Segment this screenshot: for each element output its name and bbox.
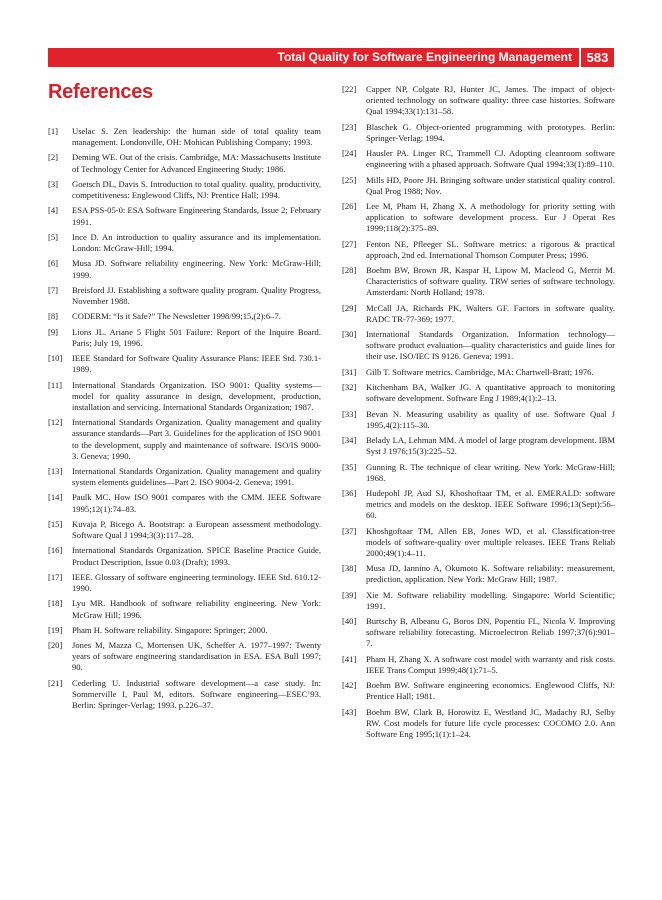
reference-number: [38] [342,563,357,574]
reference-item [342,654,615,676]
reference-text: Boehm BW, Brown JR, Kaspar H, Lipow M, Macleod G, Merrit M. Characteristics of software quality. TRW series of software technology. Amsterdam: North Holland; 1978. [366,265,615,298]
reference-number: [43] [342,706,357,717]
reference-text: Kuvaja P, Bicego A. Bootstrap: a European assessment methodology. Software Qual J 1994;3(3):117–28. [72,518,321,541]
reference-number: [19] [48,624,63,635]
reference-item [342,435,615,457]
reference-item [342,84,615,117]
reference-item [48,205,321,227]
reference-item [342,303,615,325]
reference-number: [13] [48,466,63,476]
reference-list-right [342,84,615,744]
section-title: References [48,81,153,103]
reference-item [48,126,321,148]
reference-item [48,466,321,488]
reference-number: [9] [48,326,59,337]
reference-item [342,563,615,585]
reference-text: Pham H, Zhang X. A software cost model with warranty and risk costs. IEEE Trans Comput 1999;48(1):71–5. [366,653,615,675]
reference-item [48,285,321,307]
reference-number: [18] [48,598,63,609]
reference-item [48,640,321,673]
reference-number: [31] [342,366,357,377]
reference-text: Breisford JJ. Establishing a software quality program. Quality Progress, November 1988. [72,284,321,306]
reference-item [342,526,615,559]
reference-item [342,367,615,378]
reference-number: [10] [48,353,63,364]
reference-number: [35] [342,461,357,472]
running-header [48,48,614,67]
reference-item [342,707,615,740]
reference-number: [25] [342,174,357,185]
reference-text: Gilb T. Software metrics. Cambridge, MA: Chartwell-Bratt; 1976. [366,366,594,377]
reference-item [342,462,615,484]
reference-text: Goetsch DL, Davis S. Introduction to total quality. quality, productivity, competitiveness: Englewood Cliffs, NJ: Prentice Hall; 1994. [72,178,321,201]
reference-item [48,380,321,413]
reference-number: [16] [48,545,63,556]
reference-number: [11] [48,379,62,390]
reference-item [342,122,615,144]
reference-text: Pham H. Software reliability. Singapore: Springer; 2000. [72,624,268,635]
reference-text: Khoshgoftaar TM, Allen EB, Jones WD, et al. Classification-tree models of software-quality over multiple releases. IEEE Trans Reliab 2000;49(1):4–11. [366,525,615,558]
reference-item [48,598,321,620]
reference-number: [1] [48,126,59,136]
reference-text: Musa JD, Iannino A, Okumoto K. Software reliability: measurement, prediction, application. New York: McGraw Hill; 1987. [366,563,615,585]
reference-item [342,201,615,234]
reference-number: [32] [342,382,357,393]
reference-text: Gunning R. The technique of clear writing. New York: McGraw-Hill; 1968. [366,461,615,483]
reference-text: CODERM: “Is it Safe?” The Newsletter 1998/99;15,(2):6–7. [72,311,281,322]
reference-text: Hausler PA. Linger RC, Trammell CJ. Adopting cleanroom software engineering with a phased approach. Software Qual 1994;33(1):89–110. [366,148,615,170]
reference-item [48,327,321,349]
reference-text: Bevan N. Measuring usability as quality of use. Software Qual J 1995,4(2):115–30. [366,408,615,430]
reference-item [48,625,321,636]
reference-number: [42] [342,680,357,691]
reference-item [342,680,615,702]
reference-number: [39] [342,589,357,600]
reference-item [48,353,321,375]
reference-text: Deming WE. Out of the crisis. Cambridge, MA: Massachusetts Institute of Technology Center for Advanced Engineering Study; 1986. [72,152,321,174]
reference-number: [3] [48,178,59,189]
reference-text: Lee M, Pham H, Zhang X. A methodology for priority setting with application to software development process. Eur J Operat Res 1999;118(2):375–89. [366,201,615,234]
reference-list-left [48,126,321,715]
reference-number: [12] [48,417,63,428]
reference-number: [24] [342,148,357,159]
reference-number: [34] [342,435,357,446]
reference-text: Jones M, Mazza C, Mortensen UK, Scheffer A. 1977–1997: Twenty years of software engineering standardisation in ESA. ESA Bull 1997; 90. [72,640,321,673]
reference-item [342,616,615,649]
reference-text: Burtschy B, Albeanu G, Boros DN, Popentiu FL, Nicola V. Improving software reliability forecasting. Microelectron Reliab 1997;37(6):901–7. [366,616,615,649]
reference-text: ESA PSS-05-0: ESA Software Engineering Standards, Issue 2; February 1991. [72,205,321,227]
reference-text: IEEE Standard for Software Quality Assurance Plans: IEEE Std. 730.1-1989. [72,353,321,375]
reference-text: Hudepohl JP, Aud SJ, Khoshoftaar TM, et al. EMERALD: software metrics and models on the desktop. IEEE Software 1996;13(Sept):56–60. [366,488,615,521]
reference-item [48,311,321,322]
reference-text: Kitchenham BA, Walker JG. A quantitative approach to monitoring software development. Software Eng J 1989;4(1):2–13. [366,382,615,404]
reference-item [342,239,615,261]
reference-number: [36] [342,488,357,499]
reference-item [342,148,615,170]
reference-text: McCall JA, Richards PK, Walters GF. Factors in software quality. RADC TR-77-369; 1977. [366,302,615,324]
running-header-title: Total Quality for Software Engineering Management [277,50,572,64]
reference-item [48,258,321,280]
reference-number: [2] [48,152,59,163]
reference-text: Cederling U. Industrial software development—a case study. In: Sommerville I, Paul M, editors. Software engineering—ESEC’93. Berlin: Springer-Verlag; 1993. p.226–37. [72,677,321,711]
reference-number: [30] [342,329,357,340]
reference-item [342,175,615,197]
reference-text: Capper NP, Colgate RJ, Hunter JC, James. The impact of object-oriented technology on software quality: three case histories. Software Qual 1994;33(1):131–58. [366,84,615,117]
reference-number: [22] [342,84,357,94]
reference-text: Mills HD, Poore JH. Bringing software under statistical quality control. Qual Prog 1988; Nov. [366,174,615,196]
reference-number: [6] [48,258,59,269]
reference-text: International Standards Organization. Quality management and quality assurance standards—Part 3. Guidelines for the application of ISO 9001 to the development, supply and maintenance of software. ISO/IS 9000-3. Geneva; 1990. [72,417,321,461]
reference-number: [37] [342,525,357,536]
reference-text: Boehm BW, Clark B, Horowitz E, Westland JC, Madachy RJ, Selby RW. Cost models for future life cycle processes: COCOMO 2.0. Ann Software Eng 1995;1(1):1–24. [366,706,615,739]
reference-number: [14] [48,492,63,503]
reference-number: [7] [48,284,59,295]
reference-number: [5] [48,231,59,242]
reference-text: Uselac S. Zen leadership: the human side of total quality team management. Londonville, OH: Mohican Publishing Company; 1993. [72,126,321,148]
reference-item [342,329,615,362]
reference-text: Blaschek G. Object-oriented programming with prototypes. Berlin: Springer-Verlag; 1994. [366,121,615,143]
reference-number: [29] [342,302,357,313]
reference-number: [15] [48,518,63,529]
reference-number: [27] [342,238,357,249]
reference-item [48,417,321,461]
reference-text: Xie M. Software reliability modelling. Singapore: World Scientific; 1991. [366,589,615,611]
reference-number: [17] [48,571,63,582]
reference-item [48,232,321,254]
reference-number: [33] [342,408,357,419]
reference-text: Fenton NE, Pfleeger SL. Software metrics: a rigorous & practical approach, 2nd ed. International Thomson Computer Press; 1996. [366,238,615,260]
reference-item [48,179,321,201]
reference-number: [40] [342,616,357,627]
reference-item [342,409,615,431]
reference-number: [41] [342,653,357,664]
reference-item [48,152,321,174]
reference-number: [26] [342,201,357,212]
reference-text: International Standards Organization. ISO 9001: Quality systems—model for quality assurance in design, development, production, installation and servicing. International Standards Organization; 1987. [72,379,321,412]
reference-item [342,590,615,612]
reference-text: Lions JL. Ariane 5 Flight 501 Failure: Report of the Inquire Board. Paris; July 19, 1996. [72,326,321,348]
reference-number: [21] [48,677,63,688]
reference-text: International Standards Organization. Quality management and quality system elements guidelines—Part 2. ISO 9004-2. Geneva; 1991. [72,466,321,488]
reference-text: Lyu MR. Handbook of software reliability engineering. New York: McGraw Hill; 1996. [72,598,321,620]
reference-number: [23] [342,121,357,132]
page-number: 583 [579,48,614,67]
reference-text: Paulk MC. How ISO 9001 compares with the CMM. IEEE Software 1995;12(1):74–83. [72,492,321,514]
reference-text: Musa JD. Software reliability engineering. New York: McGraw-Hill; 1999. [72,258,321,280]
reference-text: Ince D. An introduction to quality assurance and its implementation. London: McGraw-Hill; 1994. [72,231,321,254]
reference-text: International Standards Organization. Information technology—software product evaluation—quality characteristics and guide lines for their use. ISO/IEC IS 9126. Geneva; 1991. [366,329,615,362]
reference-item [342,488,615,521]
reference-item [342,382,615,404]
reference-item [48,545,321,567]
reference-item [48,678,321,711]
reference-number: [28] [342,265,357,276]
reference-number: [4] [48,205,59,216]
reference-item [48,572,321,594]
reference-text: Boehm BW. Software engineering economics. Englewood Cliffs, NJ: Prentice Hall; 1981. [366,680,615,702]
reference-item [342,265,615,298]
reference-item [48,492,321,514]
reference-text: Belady LA, Lehman MM. A model of large program development. IBM Syst J 1976;15(3):225–52. [366,435,615,457]
reference-text: IEEE. Glossary of software engineering terminology. IEEE Std. 610.12-1990. [72,571,321,594]
reference-item [48,519,321,541]
reference-text: International Standards Organization. SPICE Baseline Practice Guide, Product Description, Issue 0.03 (Draft); 1993. [72,545,321,567]
reference-number: [20] [48,640,63,651]
reference-number: [8] [48,311,59,322]
